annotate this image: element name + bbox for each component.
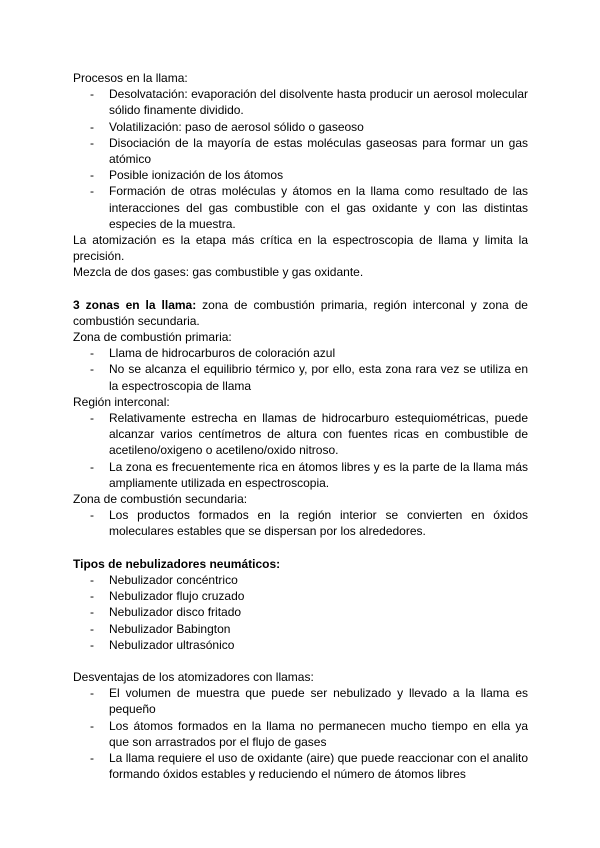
nebulizadores-list	[73, 572, 528, 653]
list-item: - El volumen de muestra que puede ser nebulizado y llevado a la llama es pequeño	[73, 685, 528, 717]
spacer	[73, 281, 528, 297]
procesos-heading: Procesos en la llama:	[73, 71, 188, 85]
list-item: - Posible ionización de los átomos	[73, 167, 528, 183]
desventajas-list	[73, 685, 528, 782]
procesos-list	[73, 86, 528, 232]
list-item: - Nebulizador disco fritado	[73, 604, 528, 620]
list-item: - No se alcanza el equilibrio térmico y, por ello, esta zona rara vez se utiliza en la espectroscopia de llama	[73, 361, 528, 393]
list-item: - Nebulizador flujo cruzado	[73, 588, 528, 604]
secundaria-list	[73, 507, 528, 539]
list-item: - Volatilización: paso de aerosol sólido o gaseoso	[73, 119, 528, 135]
mezcla-paragraph: Mezcla de dos gases: gas combustible y gas oxidante.	[73, 265, 364, 280]
list-item: - Nebulizador Babington	[73, 621, 528, 637]
list-item: - Nebulizador ultrasónico	[73, 637, 528, 653]
document-page	[73, 70, 528, 782]
atomizacion-paragraph: La atomización es la etapa más crítica en la espectroscopia de llama y limita la precisión.	[73, 233, 528, 264]
desventajas-heading: Desventajas de los atomizadores con llamas:	[73, 669, 314, 684]
list-item: - Nebulizador concéntrico	[73, 572, 528, 588]
zonas-title	[73, 297, 528, 329]
list-item: - Relativamente estrecha en llamas de hidrocarburo estequiométricas, puede alcanzar varios centímetros de altura con fuentes ricas en combustible de acetileno/oxigeno o acetileno/oxido nitroso.	[73, 410, 528, 459]
list-item: - La zona es frecuentemente rica en átomos libres y es la parte de la llama más ampliamente utilizada en espectroscopia.	[73, 459, 528, 491]
interconal-list	[73, 410, 528, 491]
zonas-title-bold: 3 zonas en la llama:	[73, 297, 197, 312]
list-item: - Los productos formados en la región interior se convierten en óxidos moleculares estables que se dispersan por los alrededores.	[73, 507, 528, 539]
nebulizadores-heading-bold: Tipos de nebulizadores neumáticos:	[73, 556, 281, 571]
list-item: - Los átomos formados en la llama no permanecen mucho tiempo en ella ya que son arrastrados por el flujo de gases	[73, 718, 528, 750]
spacer	[73, 540, 528, 556]
nebulizadores-heading	[73, 556, 528, 572]
list-item: - La llama requiere el uso de oxidante (aire) que puede reaccionar con el analito formando óxidos estables y reduciendo el número de átomos libres	[73, 750, 528, 782]
list-item: - Formación de otras moléculas y átomos en la llama como resultado de las interacciones del gas combustible con el gas oxidante y con las distintas especies de la muestra.	[73, 183, 528, 232]
zonas-title-rest: zona de combustión primaria, región interconal y zona de combustión secundaria.	[73, 297, 528, 328]
primaria-list	[73, 345, 528, 394]
list-item: - Disociación de la mayoría de estas moléculas gaseosas para formar un gas atómico	[73, 135, 528, 167]
list-item: - Llama de hidrocarburos de coloración azul	[73, 345, 528, 361]
secundaria-heading: Zona de combustión secundaria:	[73, 492, 248, 507]
spacer	[73, 653, 528, 669]
interconal-heading: Región interconal:	[73, 394, 170, 409]
list-item: - Desolvatación: evaporación del disolvente hasta producir un aerosol molecular sólido finamente dividido.	[73, 86, 528, 118]
primaria-heading: Zona de combustión primaria:	[73, 330, 232, 345]
